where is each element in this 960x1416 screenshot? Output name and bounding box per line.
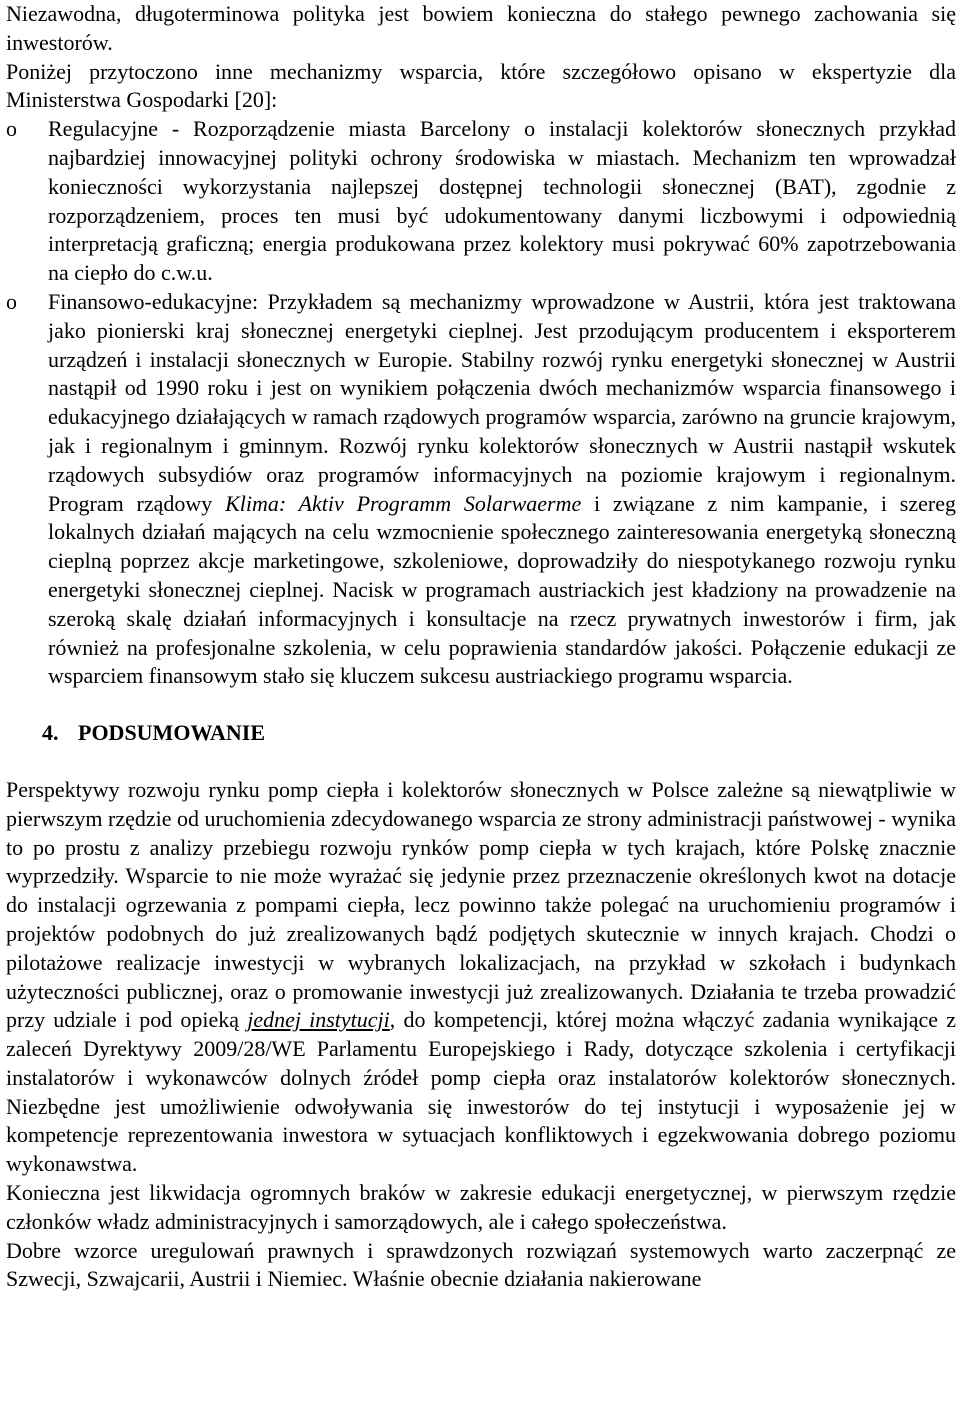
section-title: PODSUMOWANIE <box>78 720 266 746</box>
summary-paragraph-2: Konieczna jest likwidacja ogromnych braków w zakresie edukacji energetycznej, w pierwszym rzędzie członków władz administracyjnych i samorządowych, ale i całego społeczeństwa. <box>6 1180 956 1234</box>
intro-paragraph-1: Niezawodna, długoterminowa polityka jest bowiem konieczna do stałego pewnego zachowania się inwestorów. <box>6 1 956 55</box>
summary-paragraph-3: Dobre wzorce uregulowań prawnych i sprawdzonych rozwiązań systemowych warto zaczerpnąć ze Szwecji, Szwajcarii, Austrii i Niemiec. Właśnie obecnie działania nakierowane <box>6 1237 956 1292</box>
intro-paragraph-2: Poniżej przytoczono inne mechanizmy wsparcia, które szczegółowo opisano w ekspertyzie dla Ministerstwa Gospodarki [20]: <box>6 58 956 113</box>
list-item-text-start: Finansowo-edukacyjne: Przykładem są mechanizmy wprowadzone w Austrii, która jest traktowana jako pionierski kraj słonecznej energetyki cieplnej. Jest przodującym producentem i eksporterem urządzeń i instalacji słonecznych w Europie. Stabilny rozwój rynku energetyki słonecznej w Austrii nastąpił od 1990 roku i jest on wynikiem połączenia dwóch mechanizmów wsparcia finansowego i edukacyjnego działających w ramach rządowych programów wsparcia, zarówno na gruncie krajowym, jak i regionalnym i gminnym. Rozwój rynku kolektorów słonecznych w Austrii nastąpił wskutek rządowych subsydiów oraz programów informacyjnych na poziomie krajowym i regionalnym. Program rządowy <box>48 288 956 516</box>
paragraph-text-start: Perspektywy rozwoju rynku pomp ciepła i kolektorów słonecznych w Polsce zależne są niewątpliwie w pierwszym rzędzie od uruchomienia zdecydowanego wsparcia ze strony administracji państwowej - wynika to po prostu z analizy przebiegu rozwoju rynków pomp ciepła w tych krajach, które Polskę znacznie wyprzedziły. Wsparcie to nie może wyrażać się jedynie przez przeznaczenie określonych kwot na dotacje do instalacji ogrzewania z pompami ciepła, lecz powinno także polegać na uruchomieniu programów i projektów podobnych do już zrealizowanych bądź podjętych skutecznie w innych krajach. Chodzi o pilotażowe realizacje inwestycji w wybranych lokalizacjach, na przykład w szkołach i budynkach użyteczności publicznej, oraz o promowanie inwestycji już zrealizowanych. Działania te trzeba prowadzić przy udziale i pod opieką <box>6 776 956 1033</box>
list-item-regulatory <box>6 115 956 288</box>
section-number: 4. <box>42 720 59 746</box>
summary-section <box>0 776 956 1294</box>
list-item-text: Regulacyjne - Rozporządzenie miasta Barcelony o instalacji kolektorów słonecznych przykład najbardziej innowacyjnej polityki ochrony środowiska w miastach. Mechanizm ten wprowadzał konieczności wykorzystania najlepszej dostępnej technologii słonecznej (BAT), zgodnie z rozporządzeniem, proces ten musi być udokumentowany danymi liczbowymi i odpowiednią interpretacją graficzną; energia produkowana przez kolektory musi pokrywać 60% zapotrzebowania na ciepło do c.w.u. <box>48 116 956 286</box>
emphasized-phrase: jednej instytucji <box>247 1007 390 1033</box>
bullet-marker: o <box>6 288 17 314</box>
program-name: Klima: Aktiv Programm Solarwaerme <box>225 490 582 516</box>
paragraph-text-end: , do kompetencji, której można włączyć zadania wynikające z zaleceń Dyrektywy 2009/28/WE Parlamentu Europejskiego i Rady, dotyczące szkolenia i certyfikacji instalatorów i wykonawców dolnych źródeł pomp ciepła oraz instalatorów kolektorów słonecznych. Niezbędne jest umożliwienie odwoływania się inwestorów do tej instytucji i wyposażenie jej w kompetencje reprezentowania inwestora w sytuacjach konfliktowych i egzekwowania dobrego poziomu wykonawstwa. <box>6 1007 956 1177</box>
section-heading <box>0 719 956 748</box>
list-item-financial-educational <box>6 288 956 691</box>
bullet-marker: o <box>6 116 17 142</box>
summary-paragraph-1 <box>6 776 956 1179</box>
support-mechanisms-list <box>0 115 956 691</box>
list-item-text-end: i związane z nim kampanie, i szereg lokalnych działań mających na celu wzmocnienie społecznego zainteresowania energetyką słoneczną cieplną poprzez akcje marketingowe, szkoleniowe, doprowadziły do niespotykanego rozwoju rynku energetyki słonecznej cieplnej. Nacisk w programach austriackich jest kładziony na prowadzenie na szeroką skalę działań informacyjnych i konsultacje na rzecz prywatnych inwestorów i firm, jak również na profesjonalne szkolenia, w celu poprawienia standardów jakości. Połączenie edukacji ze wsparciem finansowym stało się kluczem sukcesu austriackiego programu wsparcia. <box>48 490 956 689</box>
